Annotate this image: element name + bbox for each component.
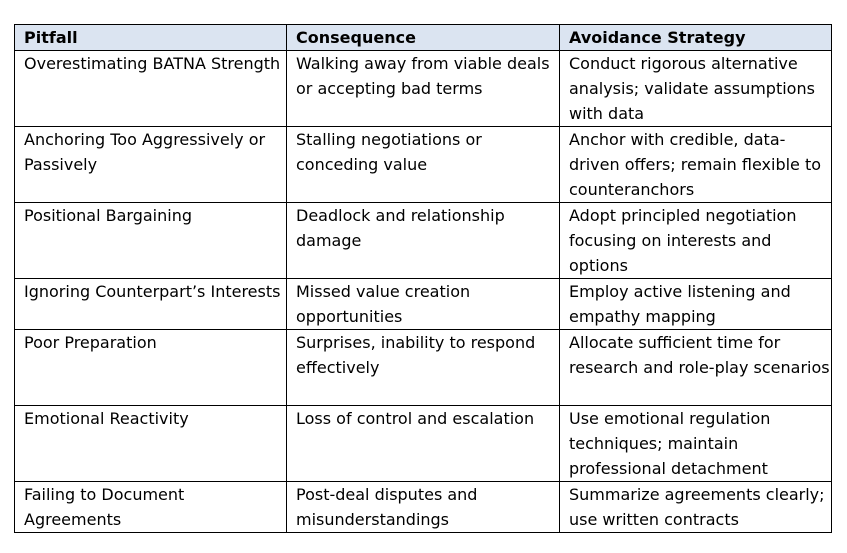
table-row <box>15 203 832 279</box>
cell-pitfall: Anchoring Too Aggressively or Passively <box>15 127 287 203</box>
cell-strategy: Summarize agreements clearly; use written contracts <box>560 482 832 533</box>
table-row <box>15 482 832 533</box>
cell-consequence: Missed value creation opportunities <box>287 279 560 330</box>
table-row <box>15 330 832 406</box>
cell-strategy: Conduct rigorous alternative analysis; validate assumptions with data <box>560 51 832 127</box>
header-pitfall: Pitfall <box>15 25 287 51</box>
table-row <box>15 406 832 482</box>
cell-strategy: Allocate sufficient time for research and role-play scenarios <box>560 330 832 406</box>
cell-pitfall: Emotional Reactivity <box>15 406 287 482</box>
cell-consequence: Surprises, inability to respond effectively <box>287 330 560 406</box>
cell-strategy: Use emotional regulation techniques; maintain professional detachment <box>560 406 832 482</box>
cell-consequence: Post-deal disputes and misunderstandings <box>287 482 560 533</box>
pitfalls-table <box>14 24 832 533</box>
cell-pitfall: Positional Bargaining <box>15 203 287 279</box>
table-row <box>15 51 832 127</box>
cell-consequence: Stalling negotiations or conceding value <box>287 127 560 203</box>
header-consequence: Consequence <box>287 25 560 51</box>
cell-consequence: Loss of control and escalation <box>287 406 560 482</box>
cell-consequence: Walking away from viable deals or accepting bad terms <box>287 51 560 127</box>
header-avoidance-strategy: Avoidance Strategy <box>560 25 832 51</box>
cell-pitfall: Ignoring Counterpart’s Interests <box>15 279 287 330</box>
cell-pitfall: Poor Preparation <box>15 330 287 406</box>
cell-strategy: Employ active listening and empathy mapping <box>560 279 832 330</box>
table-row <box>15 127 832 203</box>
table-row <box>15 279 832 330</box>
cell-strategy: Adopt principled negotiation focusing on interests and options <box>560 203 832 279</box>
cell-pitfall: Overestimating BATNA Strength <box>15 51 287 127</box>
cell-consequence: Deadlock and relationship damage <box>287 203 560 279</box>
cell-pitfall: Failing to Document Agreements <box>15 482 287 533</box>
table-header-row <box>15 25 832 51</box>
cell-strategy: Anchor with credible, data-driven offers; remain flexible to counteranchors <box>560 127 832 203</box>
